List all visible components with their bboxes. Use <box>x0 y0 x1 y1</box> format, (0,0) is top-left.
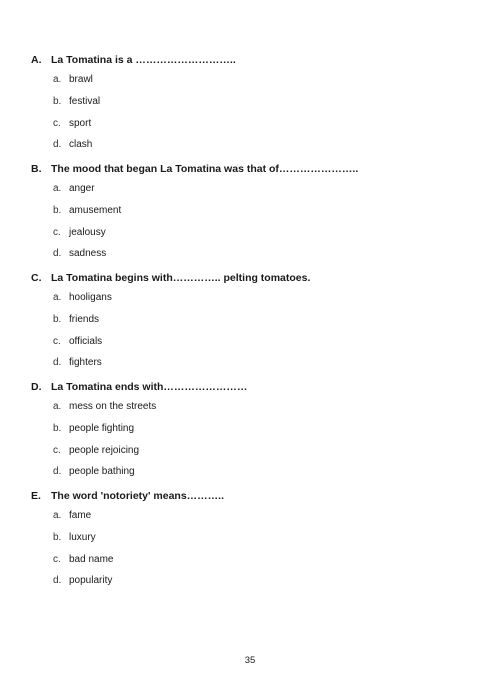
question-letter: E. <box>31 490 41 502</box>
option-c <box>0 440 500 462</box>
option-b <box>0 200 500 222</box>
question-letter: B. <box>31 163 42 175</box>
option-text: anger <box>69 183 95 194</box>
question-d <box>0 378 500 483</box>
option-text: hooligans <box>69 292 112 303</box>
option-text: sport <box>69 117 92 129</box>
option-a <box>0 178 500 200</box>
option-c <box>0 549 500 571</box>
option-b <box>0 418 500 440</box>
option-letter: d. <box>53 139 62 151</box>
option-letter: d. <box>53 575 62 587</box>
option-text: mess on the streets <box>69 401 157 412</box>
question-b <box>0 160 500 265</box>
option-text: fighters <box>69 357 102 369</box>
page-number: 35 <box>244 655 256 666</box>
question-letter: C. <box>31 272 42 284</box>
option-letter: c. <box>53 444 61 456</box>
option-text: amusement <box>69 204 122 216</box>
option-text: fame <box>69 510 92 521</box>
option-a <box>0 505 500 527</box>
option-text: people rejoicing <box>69 444 140 456</box>
option-b <box>0 527 500 549</box>
question-text: La Tomatina begins with………….. pelting tomatoes. <box>51 272 311 284</box>
option-a <box>0 287 500 309</box>
option-letter: c. <box>53 226 61 238</box>
question-header <box>0 378 500 396</box>
option-text: clash <box>69 139 93 151</box>
option-letter: a. <box>53 74 62 85</box>
question-text: The mood that began La Tomatina was that of………………….. <box>51 163 359 175</box>
question-text: The word 'notoriety' means……….. <box>51 490 225 502</box>
option-d <box>0 134 500 156</box>
option-text: officials <box>69 335 103 347</box>
option-letter: b. <box>53 204 62 216</box>
option-text: people bathing <box>69 466 135 478</box>
option-text: luxury <box>69 531 96 543</box>
option-letter: d. <box>53 357 62 369</box>
option-letter: b. <box>53 422 62 434</box>
question-header <box>0 51 500 69</box>
option-d <box>0 461 500 483</box>
question-e <box>0 487 500 592</box>
question-header <box>0 487 500 505</box>
option-letter: b. <box>53 95 62 107</box>
option-c <box>0 113 500 135</box>
option-d <box>0 352 500 374</box>
option-d <box>0 570 500 592</box>
option-b <box>0 91 500 113</box>
option-letter: d. <box>53 466 62 478</box>
option-a <box>0 69 500 91</box>
question-text: La Tomatina ends with…………………… <box>51 381 248 393</box>
option-text: brawl <box>69 74 93 85</box>
option-text: people fighting <box>69 422 135 434</box>
question-letter: D. <box>31 381 42 393</box>
question-header <box>0 160 500 178</box>
option-letter: c. <box>53 117 61 129</box>
question-c <box>0 269 500 374</box>
question-a <box>0 51 500 156</box>
option-text: jealousy <box>69 226 106 238</box>
option-b <box>0 309 500 331</box>
option-text: festival <box>69 95 101 107</box>
option-a <box>0 396 500 418</box>
option-d <box>0 243 500 265</box>
option-letter: d. <box>53 248 62 260</box>
option-letter: a. <box>53 183 62 194</box>
option-text: bad name <box>69 553 114 565</box>
option-c <box>0 222 500 244</box>
option-c <box>0 331 500 353</box>
question-text: La Tomatina is a ……………………….. <box>51 54 236 66</box>
option-text: sadness <box>69 248 107 260</box>
option-text: friends <box>69 313 100 325</box>
option-letter: a. <box>53 401 62 412</box>
option-letter: b. <box>53 313 62 325</box>
option-letter: c. <box>53 553 61 565</box>
option-letter: b. <box>53 531 62 543</box>
option-letter: c. <box>53 335 61 347</box>
option-text: popularity <box>69 575 113 587</box>
option-letter: a. <box>53 292 62 303</box>
question-header <box>0 269 500 287</box>
option-letter: a. <box>53 510 62 521</box>
question-letter: A. <box>31 54 42 66</box>
